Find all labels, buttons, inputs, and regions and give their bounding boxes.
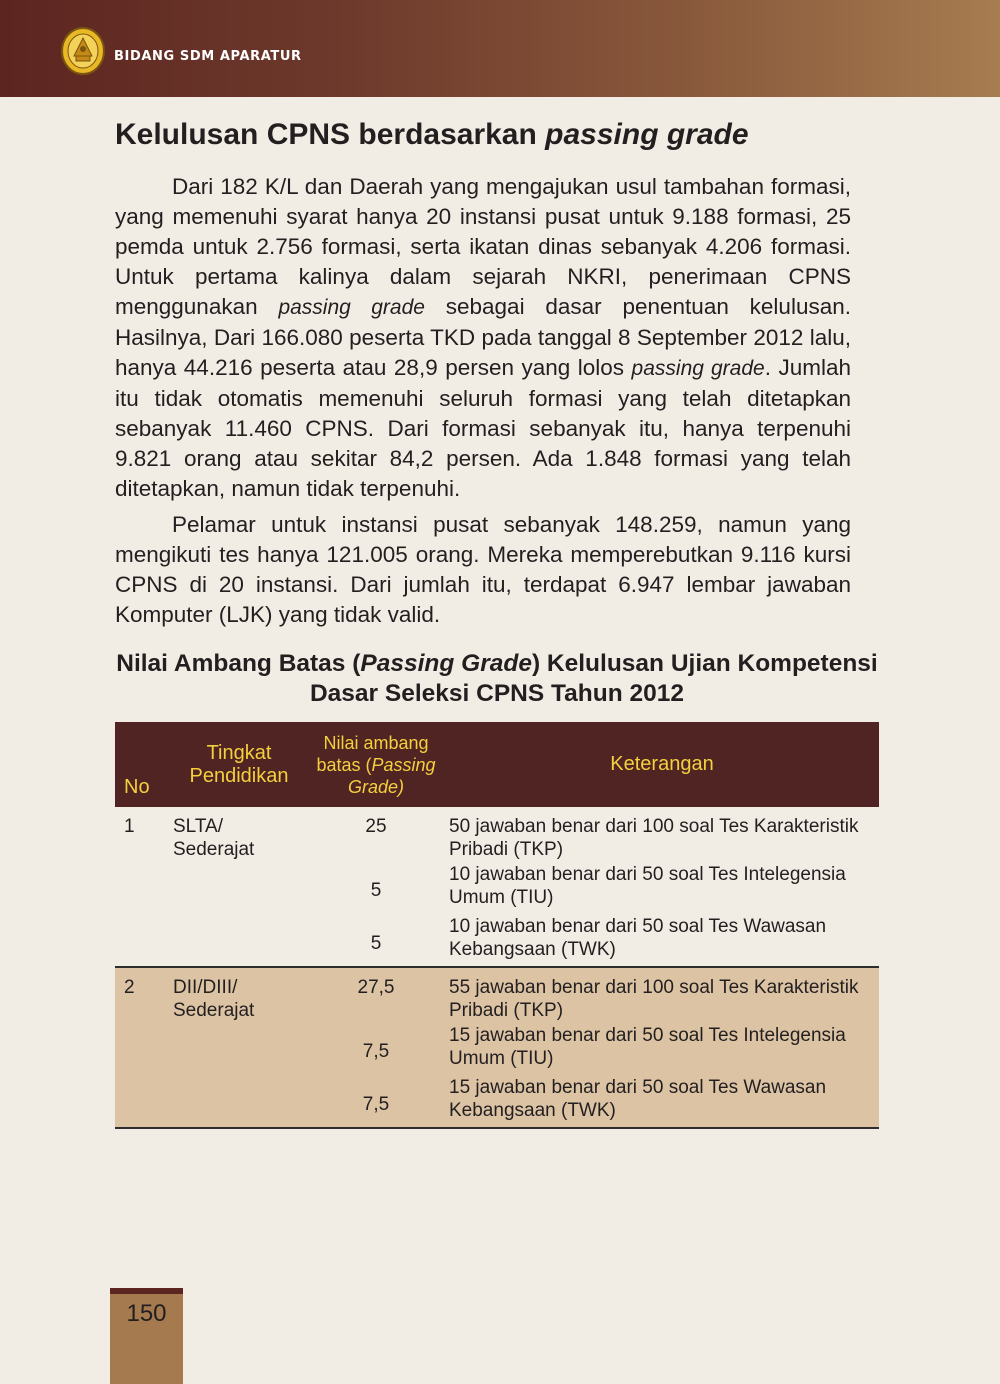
row-tingkat-line-1: SLTA/ xyxy=(173,816,223,837)
header-keterangan: Keterangan xyxy=(445,722,879,807)
nilai-value: 7,5 xyxy=(362,1094,390,1115)
keterangan-line-1: 10 jawaban benar dari 50 soal Tes Intelegensia xyxy=(449,864,846,885)
p1-text-c: sebagai dasar penentuan kelulusan. Hasilnya, Dari 166.080 peserta TKD pada tanggal 8 September 2012 lalu, hanya 44.216 peserta atau 28,9 persen yang lolos xyxy=(115,294,851,380)
row-tingkat-line-2: Sederajat xyxy=(173,839,255,860)
row-no: 1 xyxy=(115,807,171,967)
keterangan-line-2: Umum (TIU) xyxy=(449,1048,554,1069)
emblem-icon xyxy=(60,26,106,76)
keterangan-line-1: 15 jawaban benar dari 50 soal Tes Intelegensia xyxy=(449,1025,846,1046)
table-title-part-3: ) Kelulusan Ujian Kompetensi xyxy=(531,650,878,677)
keterangan-line-1: 10 jawaban benar dari 50 soal Tes Wawasan xyxy=(449,916,827,937)
header-nilai-part-a: batas ( xyxy=(316,754,372,775)
row-tingkat-line-2: Sederajat xyxy=(173,1000,255,1021)
page-number: 150 xyxy=(126,1300,167,1327)
header-nilai-part-c: Grade) xyxy=(347,776,405,797)
keterangan-line-2: Umum (TIU) xyxy=(449,887,554,908)
row-nilai xyxy=(307,967,445,1128)
page-number-tab-stripe xyxy=(110,1288,183,1294)
keterangan-item xyxy=(449,911,879,963)
p1-text-e: . Jumlah itu tidak otomatis memenuhi seluruh formasi yang telah ditetapkan sebanyak 11.460 CPNS. Dari formasi sebanyak itu, hanya terpenuhi 9.821 orang atau sekitar 84,2 persen. Ada 1.848 formasi yang telah ditetapkan, namun tidak terpenuhi. xyxy=(115,355,851,501)
row-keterangan xyxy=(445,967,879,1128)
header-no: No xyxy=(115,722,171,807)
keterangan-line-2: Pribadi (TKP) xyxy=(449,1000,564,1021)
keterangan-line-1: 15 jawaban benar dari 50 soal Tes Wawasan xyxy=(449,1077,827,1098)
page-header xyxy=(0,0,1000,97)
nilai-value: 25 xyxy=(365,816,387,837)
header-tingkat-line-1: Tingkat xyxy=(206,741,272,764)
keterangan-line-2: Pribadi (TKP) xyxy=(449,839,564,860)
keterangan-item xyxy=(449,1072,879,1124)
table-title xyxy=(115,649,879,709)
section-title xyxy=(115,118,749,152)
row-no: 2 xyxy=(115,967,171,1128)
row-tingkat-line-1: DII/DIII/ xyxy=(173,977,238,998)
row-tingkat xyxy=(171,967,307,1128)
row-keterangan xyxy=(445,807,879,967)
header-nilai-part-b: Passing xyxy=(371,754,436,775)
keterangan-item xyxy=(449,859,879,911)
header-nilai-line-1: Nilai ambang xyxy=(323,732,429,753)
nilai-value: 27,5 xyxy=(357,977,395,998)
keterangan-item xyxy=(449,1020,879,1072)
keterangan-line-2: Kebangsaan (TWK) xyxy=(449,939,616,960)
keterangan-item xyxy=(449,807,879,859)
table-title-line-1 xyxy=(115,649,879,679)
title-main: Kelulusan CPNS berdasarkan xyxy=(115,118,546,151)
title-italic: passing grade xyxy=(545,118,749,151)
header-nilai-line-3 xyxy=(307,776,445,798)
header-nilai xyxy=(307,722,445,807)
nilai-value: 5 xyxy=(370,880,382,901)
table-row xyxy=(115,967,879,1128)
header-nilai-line-2 xyxy=(307,754,445,776)
table-header-row xyxy=(115,722,879,807)
header-label: BIDANG SDM APARATUR xyxy=(114,49,302,64)
keterangan-line-1: 55 jawaban benar dari 100 soal Tes Karakteristik xyxy=(449,977,859,998)
keterangan-item xyxy=(449,968,879,1020)
table-title-line-2: Dasar Seleksi CPNS Tahun 2012 xyxy=(309,680,685,707)
paragraph-1 xyxy=(115,172,851,504)
passing-grade-table xyxy=(115,722,879,1129)
header-tingkat-line-2: Pendidikan xyxy=(189,764,289,787)
body-text xyxy=(115,172,851,636)
keterangan-line-1: 50 jawaban benar dari 100 soal Tes Karakteristik xyxy=(449,816,859,837)
p1-italic-d: passing grade xyxy=(631,357,765,380)
keterangan-line-2: Kebangsaan (TWK) xyxy=(449,1100,616,1121)
nilai-value: 7,5 xyxy=(362,1041,390,1062)
row-tingkat xyxy=(171,807,307,967)
nilai-value: 5 xyxy=(370,933,382,954)
table-row xyxy=(115,807,879,967)
p1-text-a: Dari 182 K/L dan Daerah yang mengajukan usul tambahan formasi, yang memenuhi syarat hanya 20 instansi pusat untuk 9.188 formasi, 25 pemda untuk 2.756 formasi, serta ikatan dinas sebanyak 4.206 formasi. Untuk pertama kalinya dalam sejarah NKRI, penerimaan CPNS menggunakan xyxy=(115,174,851,319)
p1-italic-b: passing grade xyxy=(278,296,425,319)
table-title-part-1: Nilai Ambang Batas ( xyxy=(116,650,361,677)
table-title-part-2: Passing Grade xyxy=(360,650,532,677)
header-tingkat xyxy=(171,722,307,807)
paragraph-2: Pelamar untuk instansi pusat sebanyak 148.259, namun yang mengikuti tes hanya 121.005 orang. Mereka memperebutkan 9.116 kursi CPNS di 20 instansi. Dari jumlah itu, terdapat 6.947 lembar jawaban Komputer (LJK) yang tidak valid. xyxy=(115,512,851,627)
row-nilai xyxy=(307,807,445,967)
